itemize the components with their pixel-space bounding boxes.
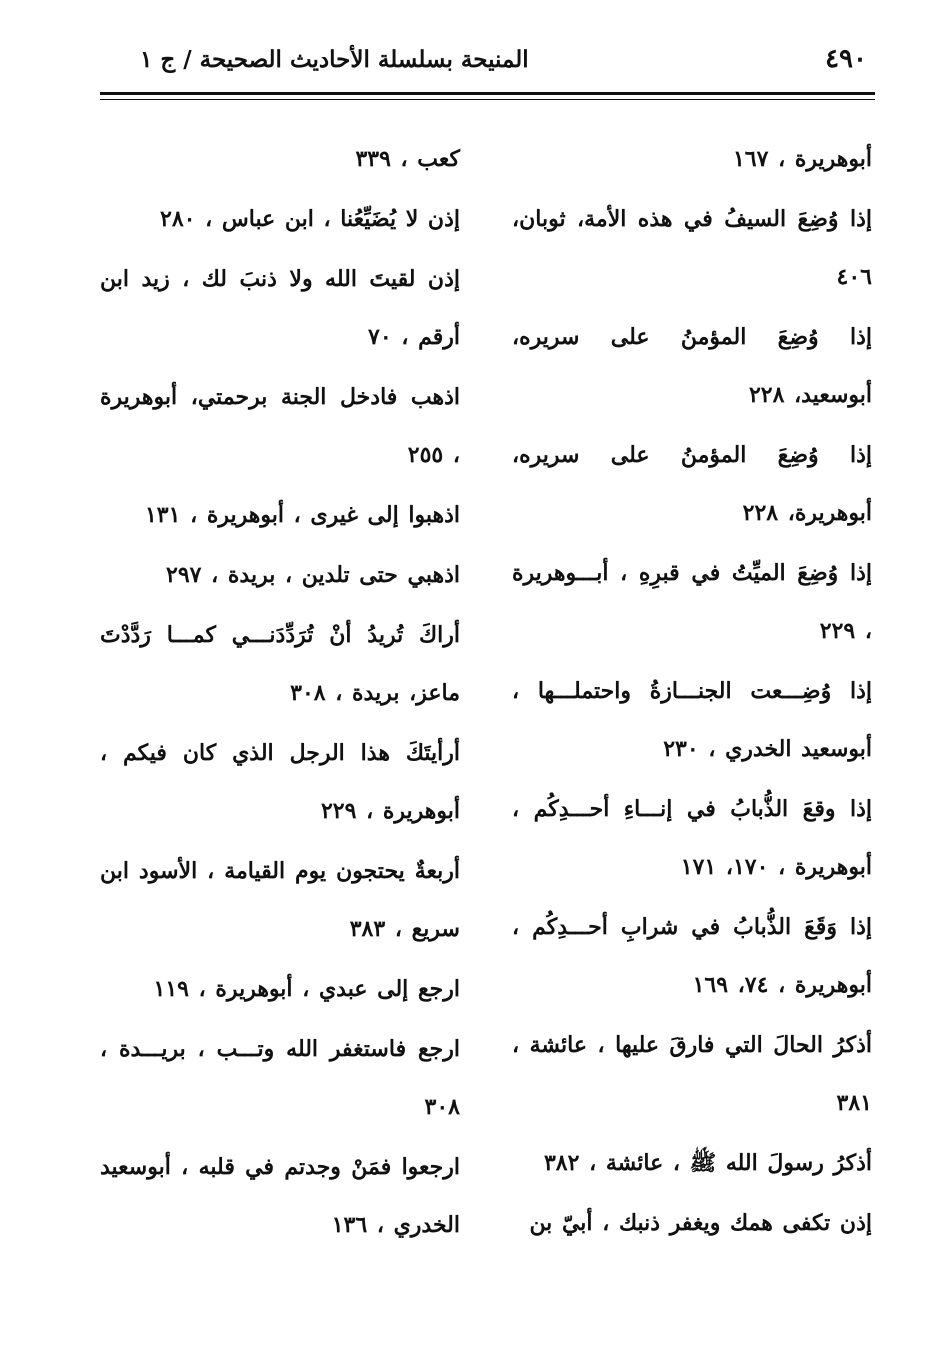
index-entry: إذن لقيتَ الله ولا ذنبَ لك ، زيد ابن أرقم ، ٧٠	[100, 266, 460, 350]
index-entry: أراكَ تُريدُ أنْ تُرَدِّدَنـــي كمـــا رَدَّدْتَ ماعز، بريدة ، ٣٠٨	[100, 622, 460, 706]
index-entry: أذكرُ رسولَ الله ﷺ ، عائشة ، ٣٨٢	[543, 1150, 872, 1176]
page-header	[100, 40, 875, 88]
index-entry: ارجع إلى عبدي ، أبوهريرة ، ١١٩	[153, 976, 460, 1002]
index-entry: كعب ، ٣٣٩	[355, 146, 460, 172]
index-entry: إذا وُضِعَ السيفُ في هذه الأمة، ثوبان، ٤٠٦	[512, 206, 872, 290]
index-column-right	[512, 130, 872, 1254]
index-entry: إذن لا يُضَيِّعُنا ، ابن عباس ، ٢٨٠	[160, 206, 460, 232]
header-rule-thick	[100, 92, 875, 95]
index-column-left	[100, 130, 460, 1256]
index-entry: إذا وُضِـــعت الجنـــازةُ واحتملـــها ، أبوسعيد الخدري ، ٢٣٠	[512, 678, 872, 762]
index-entry: إذا وقعَ الذُّبابُ في إنـــاءِ أحـــدِكُم ، أبوهريرة ، ١٧٠، ١٧١	[512, 796, 872, 880]
index-entry: إذا وُضِعَ المؤمنُ على سريره، أبوسعيد، ٢٢٨	[512, 324, 872, 408]
running-title: المنيحة بسلسلة الأحاديث الصحيحة / ج ١	[140, 46, 529, 73]
index-entry: إذا وَقَعَ الذُّبابُ في شرابِ أحـــدِكُم ، أبوهريرة ، ٧٤، ١٦٩	[512, 914, 872, 998]
index-entry: أبوهريرة ، ١٦٧	[732, 146, 872, 172]
index-entry: أربعةٌ يحتجون يوم القيامة ، الأسود ابن سريع ، ٣٨٣	[100, 858, 460, 942]
index-entry: إذن تكفى همك ويغفر ذنبك ، أبيّ بن	[529, 1210, 872, 1236]
index-entry: ارجعوا فمَنْ وجدتم في قلبه ، أبوسعيد الخدري ، ١٣٦	[100, 1154, 460, 1238]
index-entry: إذا وُضِعَ المؤمنُ على سريره، أبوهريرة، ٢٢٨	[512, 442, 872, 526]
header-rule-thin	[100, 99, 875, 100]
index-entry: اذهبوا إلى غيرى ، أبوهريرة ، ١٣١	[144, 502, 460, 528]
index-entry: اذهبي حتى تلدين ، بريدة ، ٢٩٧	[166, 562, 460, 588]
index-entry: أرأيتَكَ هذا الرجل الذي كان فيكم ، أبوهريرة ، ٢٢٩	[100, 740, 460, 824]
index-entry: اذهب فادخل الجنة برحمتي، أبوهريرة ، ٢٥٥	[100, 384, 460, 468]
index-entry: أذكرُ الحالَ التي فارقَ عليها ، عائشة ، ٣٨١	[512, 1032, 872, 1116]
page-number: ٤٩٠	[825, 44, 867, 74]
index-entry: ارجع فاستغفر الله وتـــب ، بريـــدة ، ٣٠٨	[100, 1036, 460, 1120]
index-entry: إذا وُضِعَ الميِّتُ في قبرِهِ ، أبـــوهريرة ، ٢٢٩	[512, 560, 872, 644]
